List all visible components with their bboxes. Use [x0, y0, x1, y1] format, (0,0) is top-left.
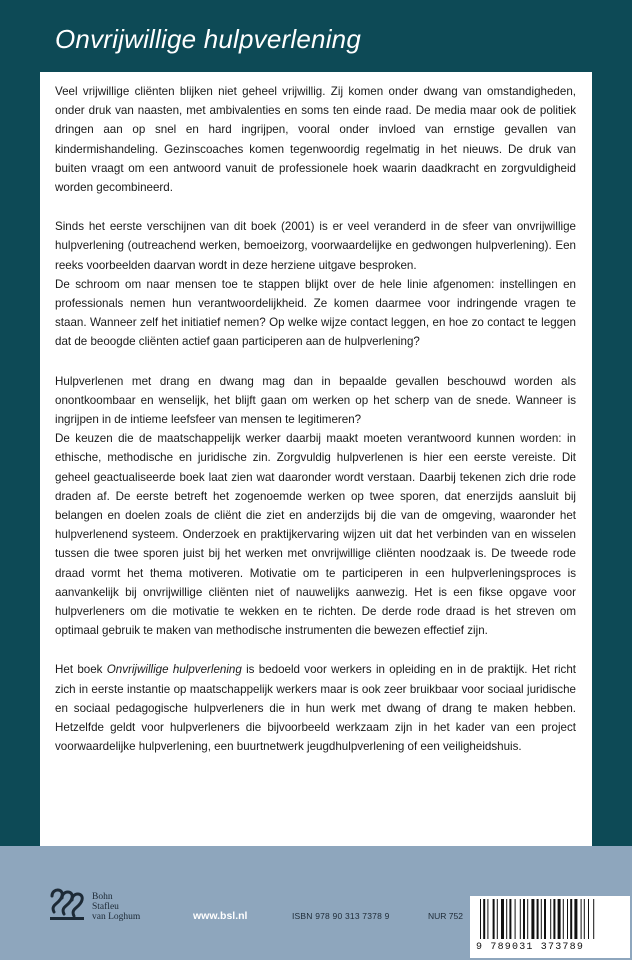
closing-prefix: Het boek: [55, 663, 107, 677]
barcode-bar: [584, 899, 585, 939]
blurb-paragraph: De keuzen die de maatschappelijk werker daarbij maakt moeten verantwoord kunnen worden: in ethische, methodische en juridische zin. Zorgvuldig hulpverlenen is hier een eerste vereiste. Dit geheel geactualiseerde boek laat zien wat daaronder wordt verstaan. Daarbij tekenen zich drie rode draden af. De eerste betreft het zogenoemde werken op twee sporen, dat enerzijds aansluit bij belangen en doelen zoals de cliënt die ziet en anderzijds bij die van de omgeving, waaronder het hulpverlenend systeem. Onderzoek en praktijkervaring wijzen uit dat het verbinden van en wisselen tussen die twee sporen juist bij het werken met onvrijwillige cliënten noodzaak is. De tweede rode draad vormt het thema motiveren. Motivatie om te participeren in een hulpverleningsproces is aanvankelijk bij onvrijwillige cliënten niet of nauwelijks aanwezig. Het is een fikse opgave voor hulpverleners om die motivatie te wekken en te richten. De derde rode draad is het streven om optimaal gebruik te maken van methodische instrumenten die bewezen effectief zijn.: [55, 432, 576, 638]
barcode-bar: [581, 899, 582, 939]
barcode-bar: [493, 899, 495, 939]
barcode-bar: [574, 899, 577, 939]
footer-bar: [0, 846, 632, 960]
barcode-bar: [520, 899, 521, 939]
closing-book-title: Onvrijwillige hulpverlening: [106, 663, 242, 677]
barcode-bar: [487, 899, 488, 939]
barcode-bar: [567, 899, 568, 939]
back-cover-text-panel: [40, 72, 592, 846]
barcode-bar: [506, 899, 507, 939]
barcode-bar: [531, 899, 534, 939]
barcode-bar: [501, 899, 504, 939]
isbn-barcode: [470, 896, 630, 958]
nur-code: NUR 752: [428, 911, 463, 921]
barcode-bar: [550, 899, 551, 939]
barcode-bar: [570, 899, 572, 939]
barcode-bar: [593, 899, 594, 939]
barcode-bar: [563, 899, 564, 939]
publisher-website: www.bsl.nl: [193, 910, 248, 922]
cover-title-bar: [0, 0, 632, 80]
barcode-digits: 9 789031 373789: [476, 942, 585, 953]
publisher-logo: [48, 882, 208, 932]
barcode-bar: [544, 899, 546, 939]
barcode-bar: [527, 899, 528, 939]
barcode-bar: [509, 899, 511, 939]
publisher-name: Bohn Stafleu van Loghum: [92, 892, 141, 922]
barcode-bars: [478, 899, 622, 941]
barcode-bar: [497, 899, 498, 939]
blurb-text: [55, 82, 576, 757]
barcode-bar: [523, 899, 525, 939]
blurb-paragraph: Sinds het eerste verschijnen van dit boek (2001) is er veel veranderd in de sfeer van onvrijwillige hulpverlening (outreachend werken, bemoeizorg, voorwaardelijke en gedwongen hulpverlening). Een reeks voorbeelden daarvan wordt in deze herziene uitgave besproken.: [55, 220, 576, 272]
bsl-logo-icon: [48, 884, 88, 924]
barcode-bar: [541, 899, 542, 939]
book-title: Onvrijwillige hulpverlening: [55, 24, 361, 54]
barcode-bar: [537, 899, 539, 939]
barcode-bar: [483, 899, 485, 939]
isbn-number: ISBN 978 90 313 7378 9: [292, 911, 390, 921]
barcode-bar: [515, 899, 516, 939]
blurb-paragraph: Veel vrijwillige cliënten blijken niet geheel vrijwillig. Zij komen onder dwang van omstandigheden, onder druk van naasten, met ambivalenties en soms ten einde raad. De media maar ook de politiek dringen aan op snel en hard ingrijpen, vooral onder invloed van ernstige gevallen van kindermishandeling. Gezinscoaches komen tegenwoordig regelmatig in het nieuws. De druk van buiten vraagt om een antwoord vanuit de professionele hoek waarin daadkracht en zorgvuldigheid worden gecombineerd.: [55, 85, 576, 195]
barcode-bar: [553, 899, 555, 939]
barcode-bar: [588, 899, 589, 939]
blurb-paragraph: Hulpverlenen met drang en dwang mag dan in bepaalde gevallen beschouwd worden als onontkoombaar en wenselijk, het blijft gaan om werken op het scherp van de snede. Wanneer is ingrijpen in de intieme leefsfeer van mensen te legitimeren?: [55, 374, 576, 427]
closing-suffix: is bedoeld voor werkers in opleiding en in de praktijk. Het richt zich in eerste instantie op maatschappelijk werkers maar is ook zeer bruikbaar voor sociaal juridische en sociaal pedagogische hulpverleners die in hun werk met dwang of drang te maken hebben. Hetzelfde geldt voor hulpverleners die bijvoorbeeld werkzaam zijn in het kader van een project voorwaardelijke hulpverlening, een buurtnetwerk jeugdhulpverlening of een veiligheidshuis.: [55, 663, 576, 754]
barcode-bar: [558, 899, 561, 939]
barcode-bar: [480, 899, 481, 939]
blurb-closing-paragraph: [55, 660, 576, 756]
blurb-paragraph: De schroom om naar mensen toe te stappen blijkt over de hele linie afgenomen: instellingen en professionals nemen hun verantwoordelijkheid. Ze komen daarmee voor indringende vragen te staan. Wanneer zelf het initiatief nemen? Op welke wijze contact leggen, en hoe zo contact te leggen dat de beoogde cliënten actief gaan participeren aan de hulpverlening?: [55, 277, 576, 349]
